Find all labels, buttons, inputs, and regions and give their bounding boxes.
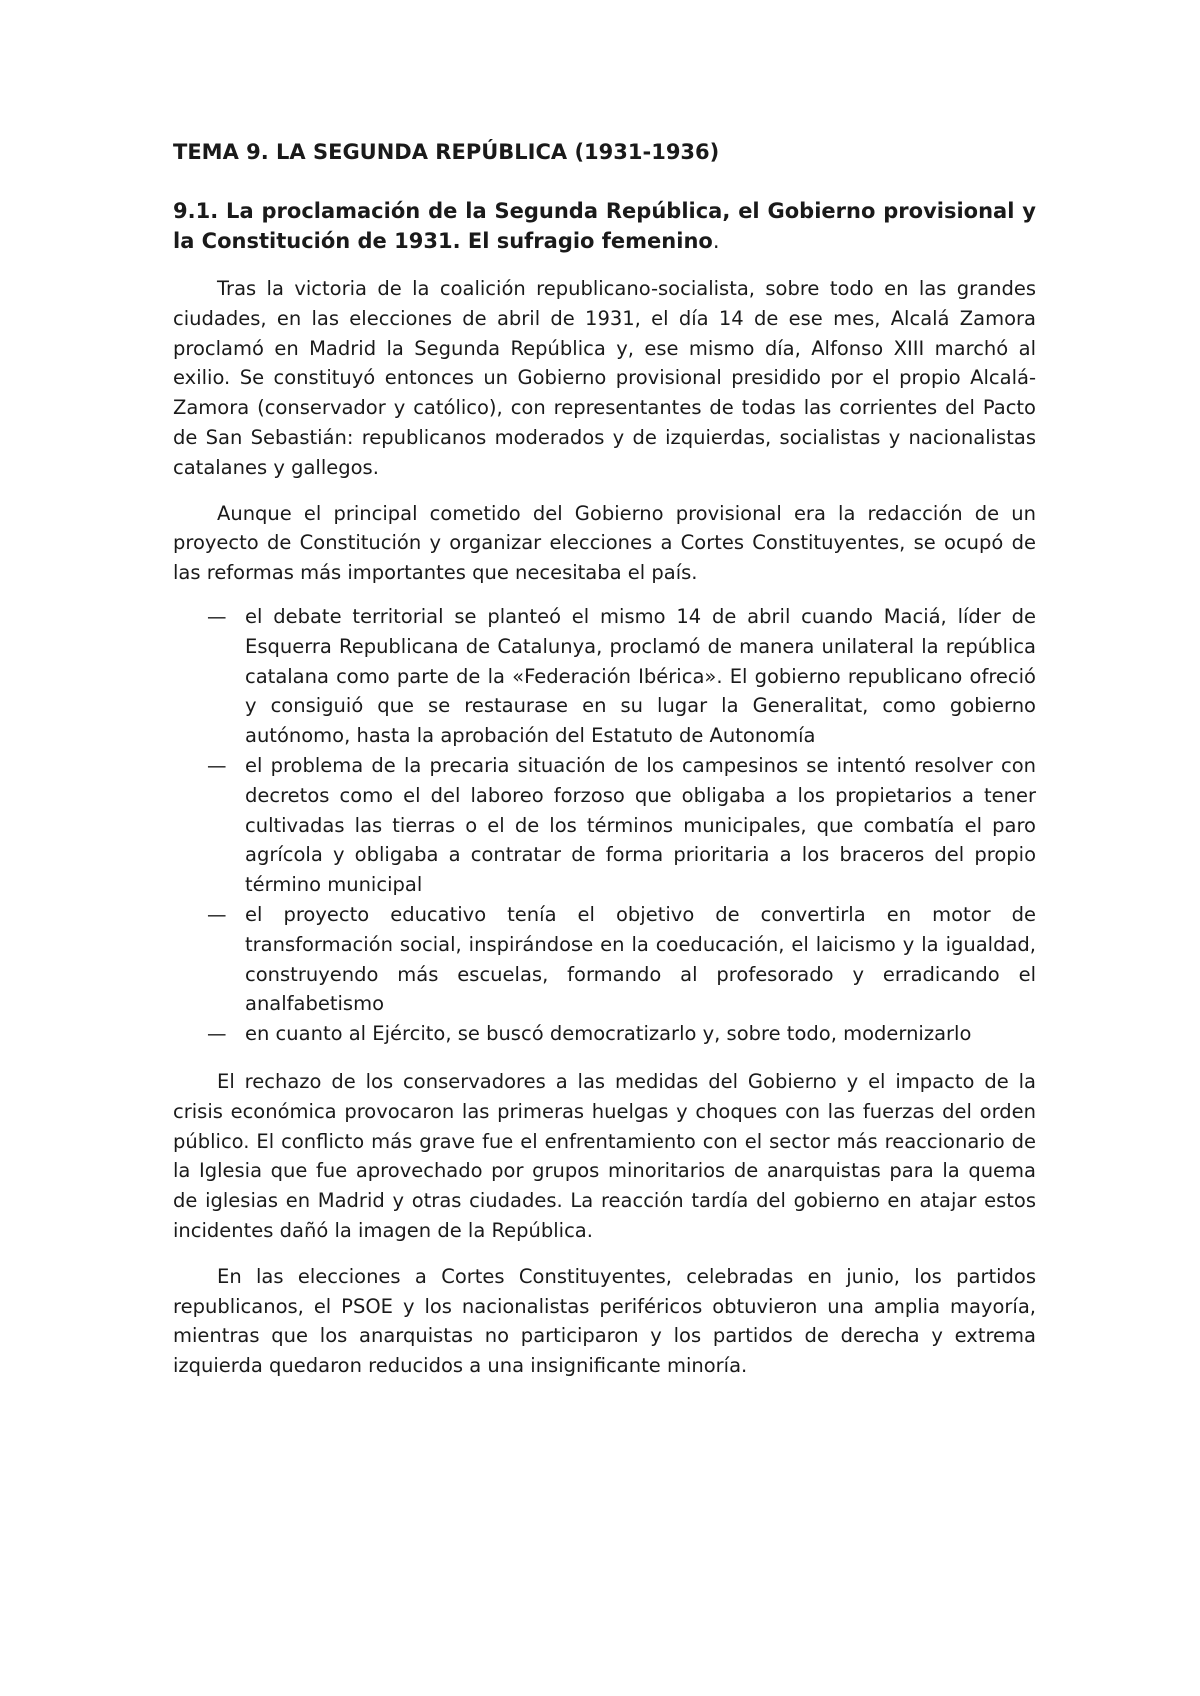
paragraph: Tras la victoria de la coalición republicano-socialista, sobre todo en las grandes ciudades, en las elecciones de abril de 1931, el día 14 de ese mes, Alcalá Zamora proclamó en Madrid la Segunda República y, ese mismo día, Alfonso XIII marchó al exilio. Se constituyó entonces un Gobierno provisional presidido por el propio Alcalá-Zamora (conservador y católico), con representantes de todas las corrientes del Pacto de San Sebastián: republicanos moderados y de izquierdas, socialistas y nacionalistas catalanes y gallegos. — [173, 277, 1036, 479]
bullet-dash: — — [207, 604, 227, 628]
bullet-dash: — — [207, 1022, 227, 1046]
bullet-dash: — — [207, 902, 227, 926]
paragraph: El rechazo de los conservadores a las medidas del Gobierno y el impacto de la crisis económica provocaron las primeras huelgas y choques con las fuerzas del orden público. El conflicto más grave fue el enfrentamiento con el sector más reaccionario de la Iglesia que fue aprovechado por grupos minoritarios de anarquistas para la quema de iglesias en Madrid y otras ciudades. La reacción tardía del gobierno en atajar estos incidentes dañó la imagen de la República. — [173, 1069, 1036, 1242]
document-page — [173, 138, 1036, 1397]
paragraph: Aunque el principal cometido del Gobierno provisional era la redacción de un proyecto de Constitución y organizar elecciones a Cortes Constituyentes, se ocupó de las reformas más importantes que necesitaba el país. — [173, 501, 1036, 585]
section-heading-end: . — [712, 229, 720, 253]
list-item-text: el problema de la precaria situación de los campesinos se intentó resolver con decretos como el del laboreo forzoso que obligaba a los propietarios a tener cultivadas las tierras o el de los términos municipales, que combatía el paro agrícola y obligaba a contratar de forma prioritaria a los braceros del propio término municipal — [245, 753, 1036, 897]
paragraph: En las elecciones a Cortes Constituyentes, celebradas en junio, los partidos republicanos, el PSOE y los nacionalistas periféricos obtuvieron una amplia mayoría, mientras que los anarquistas no participaron y los partidos de derecha y extrema izquierda quedaron reducidos a una insignificante minoría. — [173, 1264, 1036, 1378]
section-heading-text: 9.1. La proclamación de la Segunda República, el Gobierno provisional y la Constitución de 1931. El sufragio femenino — [173, 199, 1036, 253]
list-item — [207, 602, 1036, 751]
reform-list — [173, 602, 1036, 1049]
list-item-text: el debate territorial se planteó el mismo 14 de abril cuando Maciá, líder de Esquerra Republicana de Catalunya, proclamó de manera unilateral la república catalana como parte de la «Federación Ibérica». El gobierno republicano ofreció y consiguió que se restaurase en su lugar la Generalitat, como gobierno autónomo, hasta la aprobación del Estatuto de Autonomía — [245, 604, 1036, 748]
section-heading — [173, 196, 1036, 256]
document-title: TEMA 9. LA SEGUNDA REPÚBLICA (1931-1936) — [173, 140, 720, 164]
list-item — [207, 751, 1036, 900]
list-item — [207, 1019, 1036, 1049]
list-item-text: el proyecto educativo tenía el objetivo de convertirla en motor de transformación social, inspirándose en la coeducación, el laicismo y la igualdad, construyendo más escuelas, formando al profesorado y erradicando el analfabetismo — [245, 902, 1036, 1016]
bullet-dash: — — [207, 753, 227, 777]
list-item — [207, 900, 1036, 1019]
list-item-text: en cuanto al Ejército, se buscó democratizarlo y, sobre todo, modernizarlo — [245, 1022, 972, 1046]
